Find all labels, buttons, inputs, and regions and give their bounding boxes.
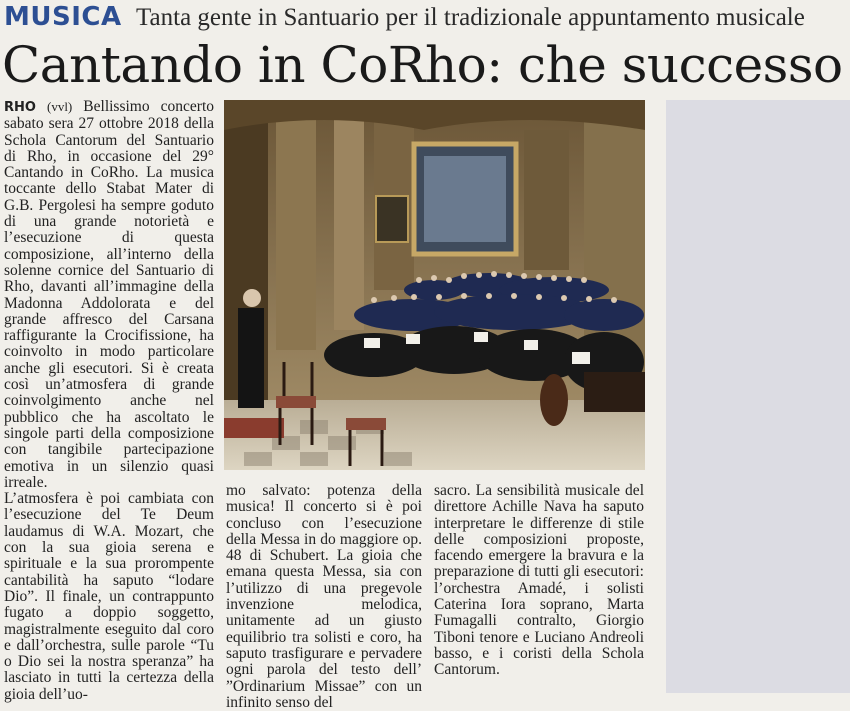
headline: Cantando in CoRho: che successo — [2, 36, 843, 94]
article-column-2 — [226, 482, 422, 711]
article-column-1 — [4, 98, 214, 703]
article-column-3 — [434, 483, 644, 691]
author: (vvl) — [46, 99, 73, 114]
article-paragraph-1: Bellissimo concerto sabato sera 27 ottobre 2018 della Schola Cantorum del Santuario di Rho, in occasione del 29° Cantando in CoRho. La musica toccante dello Stabat Mater di G.B. Pergolesi ha sempre goduto di una grande notorietà e l’esecuzione di questa composizione, all’interno della solenne cornice del Santuario di Rho, davanti all’immagine della Madonna Addolorata e del grande affresco del Carsana raffigurante la Crocifissione, ha coinvolto in modo particolare anche gli esecutori. Si è creata così un’atmosfera di grande coinvolgimento anche nel pubblico che ha ascoltato le singole parti della composizione con tangibile partecipazione emotiva in un silenzio quasi irreale. — [4, 98, 214, 491]
article-paragraph-4: sacro. La sensibilità musicale del direttore Achille Nava ha saputo interpretare le differenze di stile delle composizioni proposte, facendo emergere la bravura e la preparazione di tutti gli esecutori: l’orchestra Amadé, i solisti Caterina Iora soprano, Marta Fumagalli contralto, Giorgio Tiboni tenore e Luciano Andreoli basso, e i coristi della Schola Cantorum. — [434, 482, 644, 679]
section-label: MUSICA — [4, 2, 122, 32]
concert-photo-illustration — [224, 100, 645, 470]
blank-ad-space — [666, 100, 850, 693]
article-paragraph-2: L’atmosfera è poi cambiata con l’esecuzione del Te Deum laudamus di W.A. Mozart, che con la sua gioia serena e spirituale e la sua prorompente cantabilità ha saputo “lodare Dio”. Il finale, un contrappunto fugato a doppio soggetto, magistralmente eseguito dal coro e dall’orchestra, sulle parole “Tu o Dio sei la nostra speranza” ha lasciato in tutti la certezza della gioia dell’uo- — [4, 490, 214, 703]
dateline: RHO — [4, 100, 36, 115]
article-paragraph-3: mo salvato: potenza della musica! Il concerto si è poi concluso con l’esecuzione della Messa in do maggiore op. 48 di Schubert. La gioia che emana questa Messa, sia con l’utilizzo di una pregevole invenzione melodica, unitamente ad un giusto equilibrio tra solisti e coro, ha saputo trasfigurare e pervadere ogni parola del testo dell’ ”Ordinarium Missae” con un infinito senso del — [226, 482, 422, 711]
concert-photo — [224, 100, 645, 470]
kicker: Tanta gente in Santuario per il tradizionale appuntamento musicale — [136, 4, 805, 31]
